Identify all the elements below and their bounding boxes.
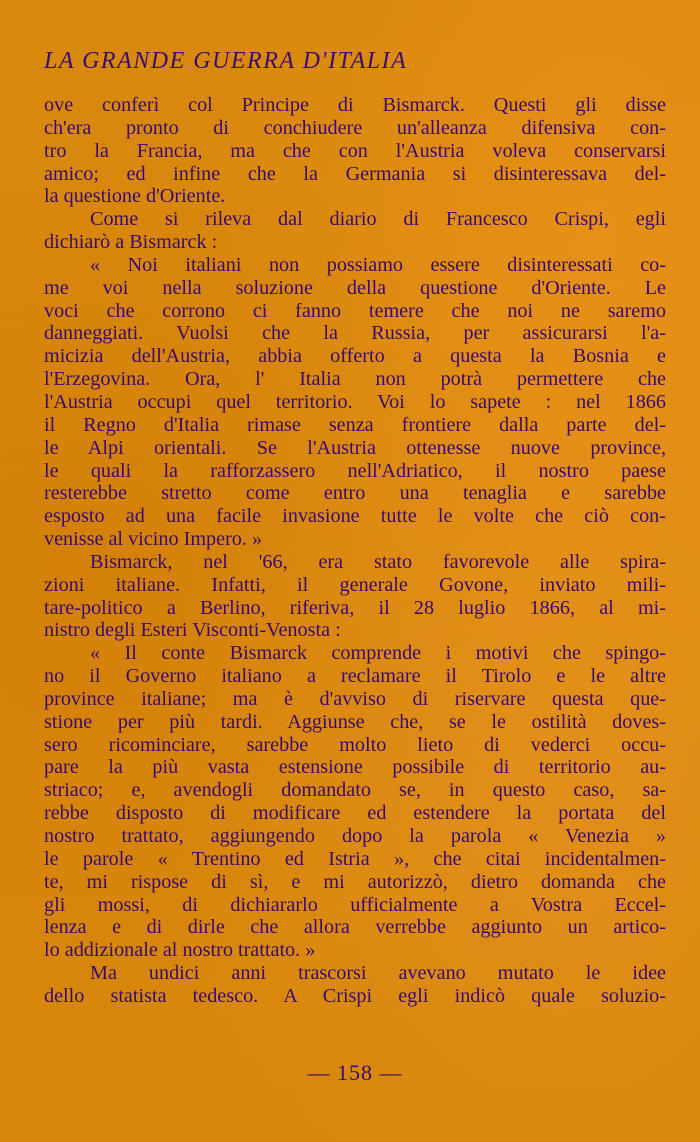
text-line: no il Governo italiano a reclamare il Tirolo e le altre	[44, 665, 666, 688]
text-line: nostro trattato, aggiungendo dopo la parola « Venezia »	[44, 825, 666, 847]
text-line: sero ricominciare, sarebbe molto lieto di vederci occu-	[44, 733, 666, 756]
text-line: « Noi italiani non possiamo essere disinteressati co-	[90, 253, 666, 276]
text-line: lo addizionale al nostro trattato. »	[44, 939, 316, 962]
book-page	[44, 0, 666, 1142]
text-line: resterebbe stretto come entro una tenaglia e sarebbe	[44, 482, 666, 505]
text-line: nistro degli Esteri Visconti-Venosta :	[44, 619, 341, 642]
page-number: — 158 —	[307, 1060, 403, 1085]
text-line: tare-politico a Berlino, riferiva, il 28 luglio 1866, al mi-	[44, 596, 666, 619]
text-line: dello statista tedesco. A Crispi egli indicò quale soluzio-	[44, 984, 666, 1007]
text-line: me voi nella soluzione della questione d'Oriente. Le	[44, 276, 666, 299]
text-line: zioni italiane. Infatti, il generale Govone, inviato mili-	[44, 573, 666, 596]
text-line: « Il conte Bismarck comprende i motivi che spingo-	[90, 642, 666, 665]
text-line: dichiarò a Bismarck :	[44, 231, 218, 254]
text-line: gli mossi, di dichiararlo ufficialmente a Vostra Eccel-	[44, 893, 666, 916]
text-line: Ma undici anni trascorsi avevano mutato le idee	[90, 962, 666, 985]
body-text	[44, 94, 666, 1008]
text-line: amico; ed infine che la Germania si disinteressava del-	[44, 162, 666, 185]
text-line: le parole « Trentino ed Istria », che citai incidentalmen-	[44, 847, 666, 870]
text-line: pare la più vasta estensione possibile di territorio au-	[44, 756, 666, 779]
text-line: rebbe disposto di modificare ed estendere la portata del	[44, 802, 666, 825]
text-line: voci che corrono ci fanno temere che noi ne saremo	[44, 299, 666, 322]
text-line: danneggiati. Vuolsi che la Russia, per assicurarsi l'a-	[44, 322, 666, 345]
text-line: tro la Francia, ma che con l'Austria voleva conservarsi	[44, 139, 666, 162]
text-line: province italiane; ma è d'avviso di riservare questa que-	[44, 687, 666, 710]
text-line: l'Austria occupi quel territorio. Voi lo sapete : nel 1866	[44, 390, 666, 413]
text-line: micizia dell'Austria, abbia offerto a questa la Bosnia e	[44, 345, 666, 368]
text-line: il Regno d'Italia rimase senza frontiere dalla parte del-	[44, 413, 666, 436]
text-line: te, mi rispose di sì, e mi autorizzò, dietro domanda che	[44, 870, 666, 893]
text-line: ch'era pronto di conchiudere un'alleanza difensiva con-	[44, 116, 666, 139]
text-line: lenza e di dirle che allora verrebbe aggiunto un artico-	[44, 916, 666, 939]
running-head: LA GRANDE GUERRA D'ITALIA	[44, 48, 408, 74]
text-line: Bismarck, nel '66, era stato favorevole alle spira-	[90, 550, 666, 573]
text-line: ove conferì col Principe di Bismarck. Questi gli disse	[44, 94, 666, 116]
text-line: l'Erzegovina. Ora, l' Italia non potrà permettere che	[44, 368, 666, 391]
text-line: venisse al vicino Impero. »	[44, 528, 263, 551]
text-line: la questione d'Oriente.	[44, 185, 226, 208]
text-line: stione per più tardi. Aggiunse che, se le ostilità doves-	[44, 710, 666, 733]
text-line: Come si rileva dal diario di Francesco Crispi, egli	[90, 208, 666, 231]
text-line: esposto ad una facile invasione tutte le volte che ciò con-	[44, 505, 666, 528]
text-line: le quali la rafforzassero nell'Adriatico, il nostro paese	[44, 459, 666, 482]
text-line: le Alpi orientali. Se l'Austria ottenesse nuove province,	[44, 436, 666, 459]
text-line: striaco; e, avendogli domandato se, in questo caso, sa-	[44, 779, 666, 802]
